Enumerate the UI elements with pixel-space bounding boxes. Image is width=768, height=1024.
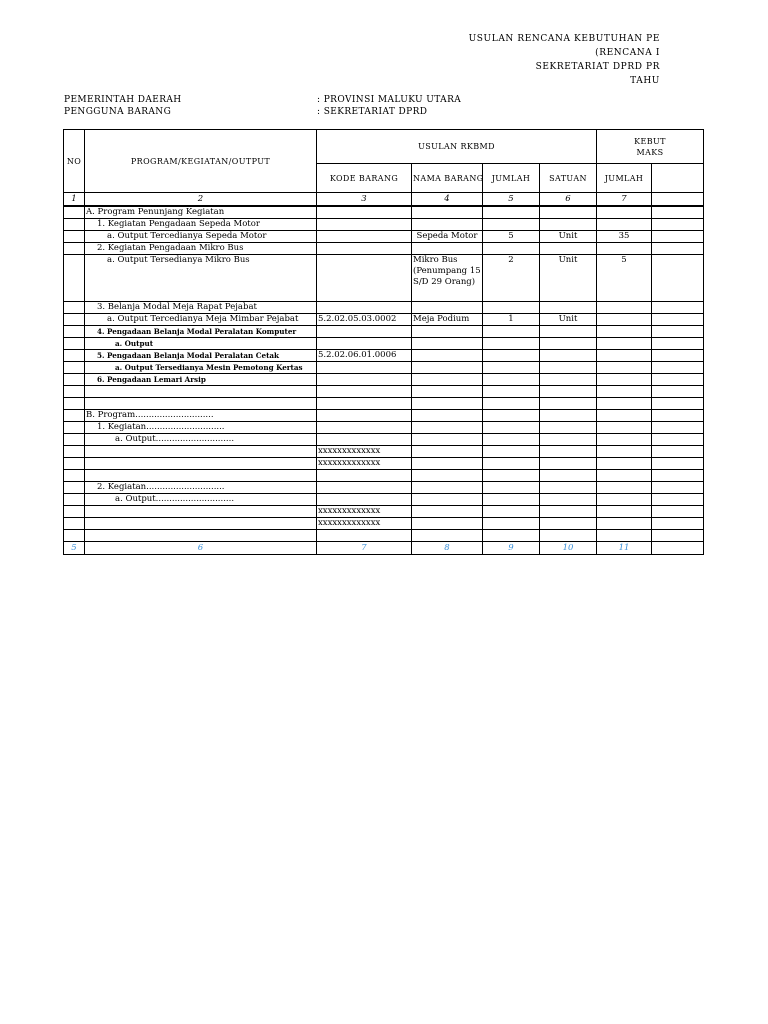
satuan-cell: Unit xyxy=(540,314,597,326)
table-row xyxy=(64,302,704,314)
jumlah2-cell: 5 xyxy=(597,255,652,302)
kegiatan-cell: 1. Kegiatan Pengadaan Sepeda Motor xyxy=(85,219,317,231)
kegiatan-cell: 2. Kegiatan Pengadaan Mikro Bus xyxy=(85,243,317,255)
satuan-cell: Unit xyxy=(540,231,597,243)
rkbmd-table-viewport xyxy=(63,129,666,559)
foot-num-7: 11 xyxy=(597,542,652,555)
header-jumlah: JUMLAH xyxy=(483,164,540,193)
col-num-7: 7 xyxy=(597,193,652,207)
jumlah-cell: 1 xyxy=(483,314,540,326)
meta-value-pengguna: : SEKRETARIAT DPRD xyxy=(317,107,428,117)
output-cell: a. Output Tercedianya Meja Mimbar Pejabat xyxy=(85,314,317,326)
report-meta xyxy=(64,94,461,118)
meta-row-pemerintah xyxy=(64,94,461,106)
col-num-1: 1 xyxy=(64,193,85,207)
column-number-row xyxy=(64,193,704,207)
col-num-3: 3 xyxy=(317,193,412,207)
title-line-1: USULAN RENCANA KEBUTUHAN PE xyxy=(468,34,660,44)
kegiatan-cell: 2. Kegiatan............................. xyxy=(85,482,317,494)
col-num-2: 2 xyxy=(85,193,317,207)
kegiatan-cell: 4. Pengadaan Belanja Modal Peralatan Komputer xyxy=(85,326,317,338)
foot-num-1: 5 xyxy=(64,542,85,555)
header-usulan: USULAN RKBMD xyxy=(317,130,597,164)
meta-row-pengguna xyxy=(64,106,461,118)
nama-barang-cell: Mikro Bus (Penumpang 15 S/D 29 Orang) xyxy=(412,255,483,302)
foot-num-8 xyxy=(652,542,704,555)
header-row-1 xyxy=(64,130,704,164)
foot-num-2: 6 xyxy=(85,542,317,555)
table-row xyxy=(64,470,704,482)
title-line-3: SEKRETARIAT DPRD PR xyxy=(535,62,660,72)
table-row xyxy=(64,255,704,302)
output-cell: a. Output............................. xyxy=(85,434,317,446)
table-row xyxy=(64,446,704,458)
header-kebutuhan-line1: KEBUT xyxy=(634,136,666,146)
program-cell: A. Program Penunjang Kegiatan xyxy=(85,206,317,219)
header-kebutuhan-line2: MAKS xyxy=(636,147,664,157)
table-row xyxy=(64,338,704,350)
foot-num-4: 8 xyxy=(412,542,483,555)
jumlah-cell: 2 xyxy=(483,255,540,302)
output-cell: a. Output xyxy=(85,338,317,350)
table-row xyxy=(64,362,704,374)
col-num-8 xyxy=(652,193,704,207)
nama-barang-cell: Meja Podium xyxy=(412,314,483,326)
header-kode: KODE BARANG xyxy=(317,164,412,193)
table-row xyxy=(64,434,704,446)
rkbmd-table xyxy=(63,129,704,555)
meta-label-pemerintah: PEMERINTAH DAERAH xyxy=(64,95,182,105)
output-cell: a. Output Tersedianya Mesin Pemotong Kertas xyxy=(85,362,317,374)
table-row xyxy=(64,482,704,494)
table-row xyxy=(64,494,704,506)
header-program: PROGRAM/KEGIATAN/OUTPUT xyxy=(85,130,317,193)
table-row xyxy=(64,386,704,398)
report-title xyxy=(469,32,660,88)
kegiatan-cell: 1. Kegiatan............................. xyxy=(85,422,317,434)
nama-barang-cell: Sepeda Motor xyxy=(412,231,483,243)
output-cell: a. Output Tercedianya Sepeda Motor xyxy=(85,231,317,243)
meta-label-pengguna: PENGGUNA BARANG xyxy=(64,107,172,117)
program-cell: B. Program............................. xyxy=(85,410,317,422)
satuan-cell: Unit xyxy=(540,255,597,302)
kode-barang-cell: xxxxxxxxxxxxx xyxy=(317,518,412,530)
title-line-4: TAHU xyxy=(630,76,660,86)
table-row xyxy=(64,398,704,410)
kode-barang-cell: 5.2.02.05.03.0002 xyxy=(317,314,412,326)
table-row xyxy=(64,219,704,231)
foot-num-6: 10 xyxy=(540,542,597,555)
header-no: NO xyxy=(64,130,85,193)
meta-value-pemerintah: : PROVINSI MALUKU UTARA xyxy=(317,95,462,105)
table-row xyxy=(64,350,704,362)
header-blank xyxy=(652,164,704,193)
kegiatan-cell: 5. Pengadaan Belanja Modal Peralatan Cetak xyxy=(85,350,317,362)
kegiatan-cell: 3. Belanja Modal Meja Rapat Pejabat xyxy=(85,302,317,314)
table-row xyxy=(64,231,704,243)
table-row xyxy=(64,506,704,518)
table-row xyxy=(64,410,704,422)
foot-num-5: 9 xyxy=(483,542,540,555)
table-row xyxy=(64,206,704,219)
table-row xyxy=(64,243,704,255)
kegiatan-cell: 6. Pengadaan Lemari Arsip xyxy=(85,374,317,386)
jumlah2-cell: 35 xyxy=(597,231,652,243)
col-num-5: 5 xyxy=(483,193,540,207)
table-row xyxy=(64,374,704,386)
col-num-6: 6 xyxy=(540,193,597,207)
kode-barang-cell: xxxxxxxxxxxxx xyxy=(317,446,412,458)
jumlah-cell: 5 xyxy=(483,231,540,243)
table-row xyxy=(64,458,704,470)
footer-number-row xyxy=(64,542,704,555)
kode-barang-cell: xxxxxxxxxxxxx xyxy=(317,506,412,518)
kode-barang-cell: xxxxxxxxxxxxx xyxy=(317,458,412,470)
header-satuan: SATUAN xyxy=(540,164,597,193)
header-kebutuhan xyxy=(597,130,704,164)
col-num-4: 4 xyxy=(412,193,483,207)
table-row xyxy=(64,530,704,542)
table-row xyxy=(64,422,704,434)
header-nama: NAMA BARANG xyxy=(412,164,483,193)
output-cell: a. Output Tersedianya Mikro Bus xyxy=(85,255,317,302)
output-cell: a. Output............................. xyxy=(85,494,317,506)
title-line-2: (RENCANA I xyxy=(595,48,660,58)
table-row xyxy=(64,518,704,530)
table-row xyxy=(64,326,704,338)
foot-num-3: 7 xyxy=(317,542,412,555)
header-jumlah2: JUMLAH xyxy=(597,164,652,193)
kode-barang-cell: 5.2.02.06.01.0006 xyxy=(317,350,412,362)
table-row xyxy=(64,314,704,326)
